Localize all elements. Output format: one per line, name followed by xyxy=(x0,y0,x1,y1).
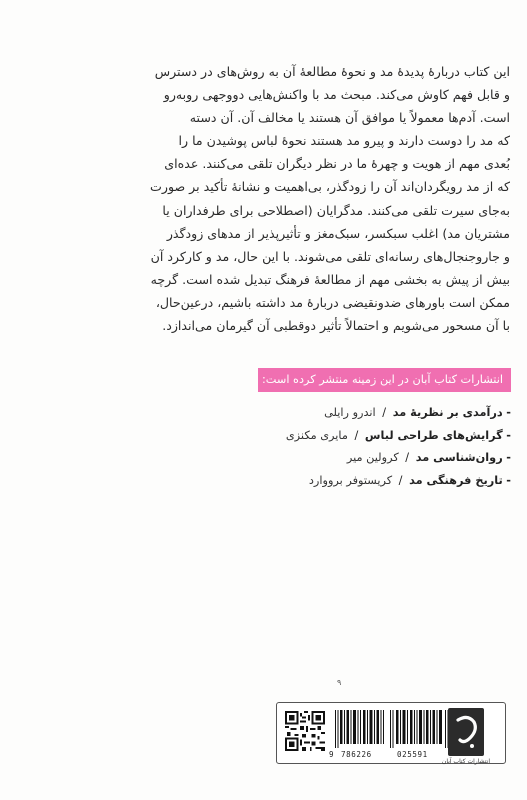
barcode-digit-group: 786226 xyxy=(341,750,372,759)
barcode-digit-group: 025591 xyxy=(397,750,428,759)
paragraph-line: است. آدم‌ها معمولاً یا موافق آن هستند یا مخالف آن. آن دسته xyxy=(189,110,510,126)
book-title: تاریخ فرهنگی مد xyxy=(409,473,503,487)
list-dash: - xyxy=(506,406,511,419)
book-author: اندرو رایلی xyxy=(324,406,376,419)
book-title: گرایش‌های طراحی لباس xyxy=(364,428,503,442)
book-title: درآمدی بر نظریهٔ مد xyxy=(392,406,503,419)
list-dash: - xyxy=(506,473,511,487)
list-item xyxy=(251,470,511,493)
tiny-mark: ۹ xyxy=(337,678,342,687)
paragraph-line: که مد را دوست دارند و پیرو مد هستند نحوهٔ لباس پوشیدن ما را xyxy=(178,133,510,149)
paragraph-line: و قابل فهم کاوش می‌کند. مبحث مد با واکنش‌هایی دووجهی روبه‌رو xyxy=(163,87,510,103)
book-author: مایری مکنزی xyxy=(285,428,348,442)
book-author: کرولین میر xyxy=(346,451,399,464)
paragraph-line: این کتاب دربارهٔ پدیدهٔ مد و نحوهٔ مطالعهٔ آن به روش‌های در دسترس xyxy=(154,64,510,79)
separator: / xyxy=(398,473,403,487)
list-dash: - xyxy=(506,451,511,464)
barcode-digit-prefix: 9 xyxy=(329,750,335,759)
barcode-icon xyxy=(333,710,453,748)
separator: / xyxy=(354,428,359,442)
description-paragraph xyxy=(130,60,510,337)
paragraph-line: و جاروجنجال‌های رسانه‌ای تلقی می‌شوند. با این حال، مد و کارکرد آن xyxy=(150,248,510,264)
qr-code-icon xyxy=(285,711,325,751)
list-item xyxy=(251,447,511,470)
paragraph-line: بیش از پیش به بخشی مهم از مطالعهٔ فرهنگ تبدیل شده است. گرچه xyxy=(150,271,510,287)
publisher-banner: انتشارات کتاب آبان در این زمینه منتشر کرده است: xyxy=(258,368,511,392)
paragraph-line: مشتریان مد) اغلب سبکسر، سبک‌مغز و تأثیرپذیر از مدهای زودگذر xyxy=(166,225,510,241)
publisher-name: انتشارات کتاب آبان xyxy=(441,758,491,765)
separator: / xyxy=(382,406,387,419)
list-dash: - xyxy=(506,428,511,442)
separator: / xyxy=(405,451,410,464)
paragraph-line: بُعدی مهم از هویت و چهرهٔ ما در نظر دیگران تلقی می‌کنند. عده‌ای xyxy=(164,156,510,172)
publisher-logo xyxy=(448,708,484,756)
book-list xyxy=(251,402,511,492)
paragraph-line: که از مد رویگردان‌اند آن را زودگذر، بی‌اهمیت و نشانهٔ تأکید بر صورت xyxy=(150,179,510,195)
book-title: روان‌شناسی مد xyxy=(415,451,503,464)
publisher-logo-icon xyxy=(448,708,484,756)
list-item xyxy=(251,402,511,425)
paragraph-line: به‌جای سیرت تلقی می‌کنند. مدگرایان (اصطلاحی برای طرفداران یا xyxy=(162,202,510,218)
paragraph-line: ممکن است باورهای ضدونقیضی دربارهٔ مد داشته باشیم، درعین‌حال، xyxy=(155,294,510,310)
paragraph-line: با آن مسحور می‌شویم و احتمالاً تأثیر دوقطبی آن گیرمان می‌اندازد. xyxy=(162,318,510,334)
book-author: کریستوفر برووارد xyxy=(308,473,393,487)
list-item xyxy=(251,425,511,448)
